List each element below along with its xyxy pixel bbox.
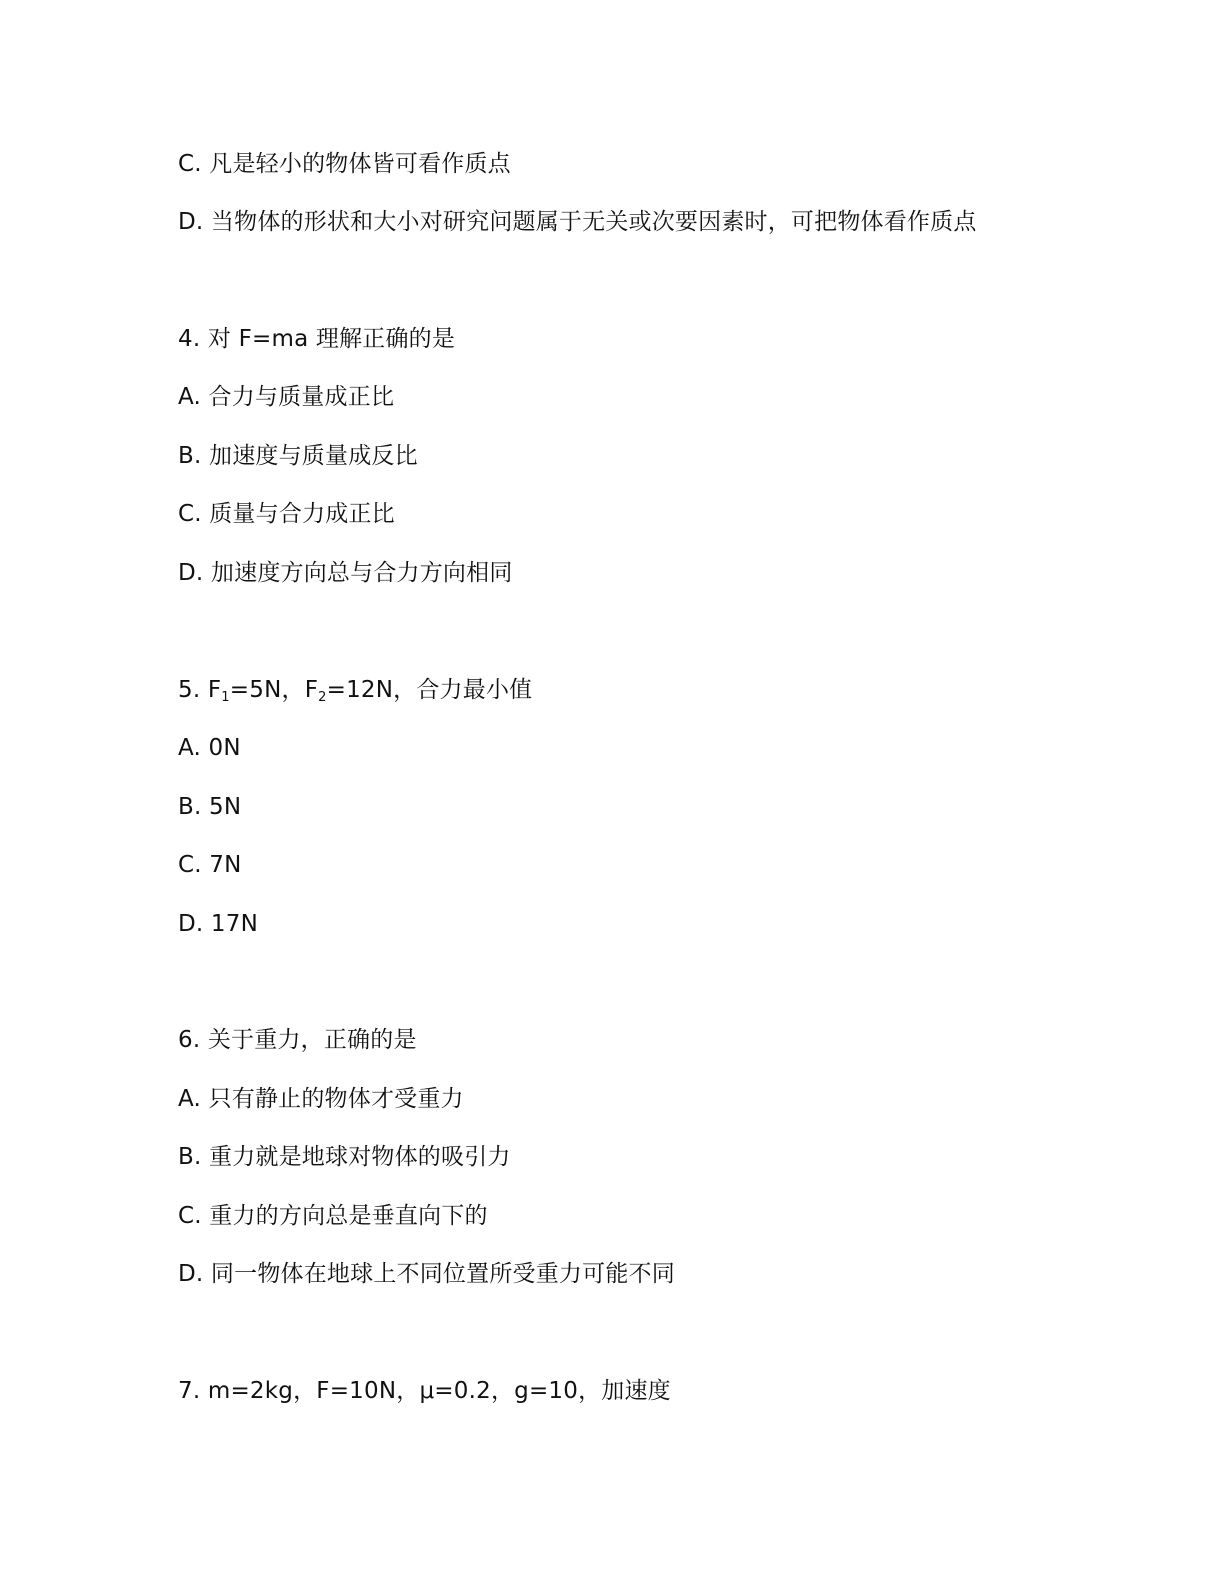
question-4: 4. 对 F=ma 理解正确的是 [178, 326, 456, 352]
option-a-q5: A. 0N [178, 735, 241, 761]
option-c-q6: C. 重力的方向总是垂直向下的 [178, 1203, 488, 1229]
option-a-q6: A. 只有静止的物体才受重力 [178, 1086, 464, 1112]
question-5-middle: =5N，F [229, 677, 319, 703]
option-b-q6: B. 重力就是地球对物体的吸引力 [178, 1144, 511, 1170]
question-5-subscript-2: 2 [318, 690, 327, 705]
question-7: 7. m=2kg，F=10N，μ=0.2，g=10，加速度 [178, 1378, 671, 1404]
option-b-q5: B. 5N [178, 794, 242, 820]
question-6: 6. 关于重力，正确的是 [178, 1027, 417, 1053]
option-c-q4: C. 质量与合力成正比 [178, 501, 395, 527]
option-d-q3: D. 当物体的形状和大小对研究问题属于无关或次要因素时，可把物体看作质点 [178, 209, 977, 235]
option-d-q4: D. 加速度方向总与合力方向相同 [178, 560, 513, 586]
question-5-prefix: 5. F [178, 677, 222, 703]
option-b-q4: B. 加速度与质量成反比 [178, 443, 418, 469]
option-c-q5: C. 7N [178, 852, 242, 878]
question-5-suffix: =12N，合力最小值 [326, 677, 533, 703]
option-d-q5: D. 17N [178, 911, 259, 937]
option-c-q3: C. 凡是轻小的物体皆可看作质点 [178, 151, 511, 177]
option-a-q4: A. 合力与质量成正比 [178, 384, 395, 410]
option-d-q6: D. 同一物体在地球上不同位置所受重力可能不同 [178, 1261, 675, 1287]
question-5 [178, 674, 532, 706]
question-5-subscript-1: 1 [221, 690, 230, 705]
